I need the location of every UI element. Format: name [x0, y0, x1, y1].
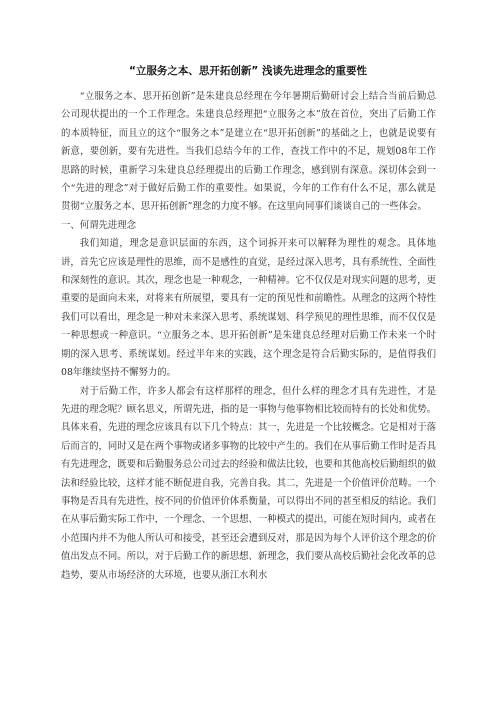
document-title: “立服务之本、思开拓创新” 浅谈先进理念的重要性 [129, 65, 367, 77]
paragraph-intro: “立服务之本、思开拓创新”是朱建良总经理在今年暑期后勤研讨会上结合当前后勤总公司现状提出的一个工作理念。朱建良总经理把“立服务之本”放在首位，突出了后勤工作的本质特征，而且立的这个“服务之本”是建立在“思开拓创新”的基础之上，也就是说要有新意，要创新，要有先进性。当我们总结今年的工作，查找工作中的不足，规划08年工作思路的时候，重新学习朱建良总经理提出的后勤工作理念，感到别有深意。深切体会到一个“先进的理念”对于做好后勤工作的重要性。如果说，今年的工作有什么不足，那么就是贯彻“立服务之本、思开拓创新”理念的力度不够。在这里向同事们谈谈自己的一些体会。 [61, 91, 436, 213]
paragraph-advanced: 对于后勤工作，许多人都会有这样那样的理念，但什么样的理念才具有先进性，才是先进的理念呢？顾名思义，所谓先进，指的是一事物与他事物相比较而特有的长处和优势。具体来看，先进的理念应该具有以下几个特点：其一，先进是一个比较概念。它是相对于落后而言的，同时又是在两个事物或诸多事物的比较中产生的。我们在从事后勤工作时是否具有先进理念，既要和后勤服务总公司过去的经验和做法比较，也要和其他高校后勤组织的做法和经验比较，这样才能不断促进自我，完善自我。其二，先进是一个价值评价范畴。一个事物是否具有先进性，按不同的价值评价体系衡量，可以得出不同的甚至相反的结论。我们在从事后勤实际工作中，一个理念、一个思想、一种模式的提出，可能在短时间内，或者在小范围内并不为他人所认可和接受，甚至还会遭到反对，那是因为每个人评价这个理念的价值出发点不同。所以，对于后勤工作的新思想、新理念，我们要从高校后勤社会化改革的总趋势，要从市场经济的大环境，也要从浙江水利水 [61, 385, 437, 581]
section-heading: 一、何谓先进理念 [61, 219, 137, 231]
document-body [61, 88, 436, 585]
paragraph-concept: 我们知道，理念是意识层面的东西，这个词拆开来可以解释为理性的观念。具体地讲，首先它应该是理性的思维，而不是感性的直觉，是经过深入思考，具有系统性、全面性和深刻性的意识。其次，理念也是一种观念，一种精神。它不仅仅是对现实问题的思考，更重要的是面向未来，对将来有所展望，要具有一定的预见性和前瞻性。从理念的这两个特性我们可以看出，理念是一种对未来深入思考、系统谋划、科学预见的理性思维，而不仅仅是一种思想或一种意识。“立服务之本、思开拓创新”是朱建良总经理对后勤工作未来一个时期的深入思考、系统谋划。经过半年来的实践，这个理念是符合后勤实际的，是值得我们08年继续坚持不懈努力的。 [61, 238, 437, 379]
